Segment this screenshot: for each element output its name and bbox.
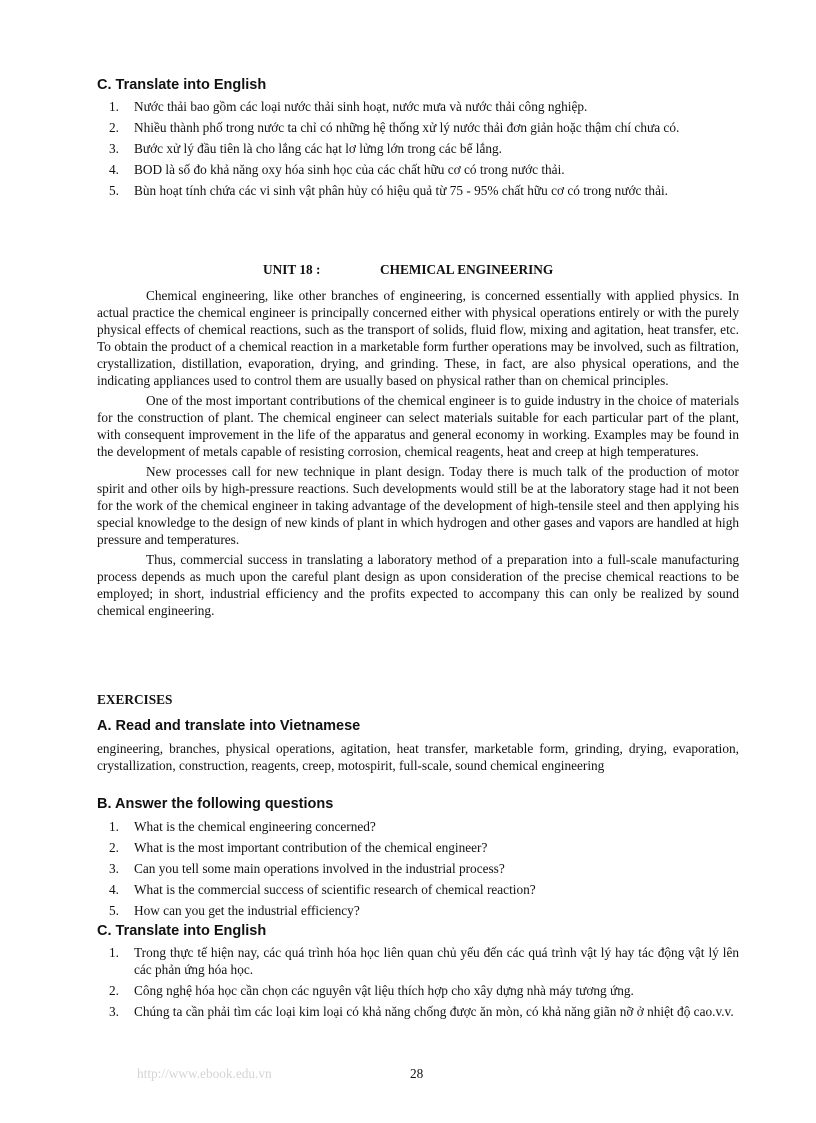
unit-label: UNIT 18 : bbox=[263, 262, 321, 277]
exercises-heading: EXERCISES bbox=[97, 692, 173, 707]
list-item: 3. Bước xử lý đầu tiên là cho lắng các hạt lơ lửng lớn trong các bể lắng. bbox=[109, 141, 503, 156]
section-c-list bbox=[97, 944, 739, 1024]
list-item: 5. How can you get the industrial efficiency? bbox=[109, 903, 360, 918]
list-item: 3. Chúng ta cần phải tìm các loại kim loại có khả năng chống được ăn mòn, có khả năng giãn nỡ ở nhiệt độ cao.v.v. bbox=[109, 1004, 734, 1019]
page-number: 28 bbox=[410, 1066, 424, 1081]
section-c-top-list bbox=[97, 98, 739, 203]
list-item: 2. What is the most important contribution of the chemical engineer? bbox=[109, 840, 488, 855]
vocabulary-list: engineering, branches, physical operations, agitation, heat transfer, marketable form, grinding, drying, evaporation, crystallization, construction, reagents, creep, motospirit, full-scale, sound chemical engineering bbox=[97, 741, 739, 773]
list-item: 2. Nhiều thành phố trong nước ta chỉ có những hệ thống xử lý nước thải đơn giản hoặc thậm chí chưa có. bbox=[109, 120, 680, 135]
list-item: 1. Trong thực tế hiện nay, các quá trình hóa học liên quan chủ yếu đến các quá trình vật lý hay tác động vật lý lên các phản ứng hóa học. bbox=[109, 945, 739, 977]
paragraph: One of the most important contributions of the chemical engineer is to guide industry in the choice of materials for the construction of plant. The chemical engineer can select materials suitable for each particular part of the plant, with consequent improvement in the life of the apparatus and general economy in working. Examples may be found in the development of metals capable of resisting corrosion, chemical reagents, heat and creep at high temperatures. bbox=[97, 393, 739, 459]
footer-url: http://www.ebook.edu.vn bbox=[137, 1066, 272, 1081]
list-item: 5. Bùn hoạt tính chứa các vi sinh vật phân hủy có hiệu quả từ 75 - 95% chất hữu cơ có trong nước thải. bbox=[109, 183, 669, 198]
section-b-list bbox=[97, 818, 739, 923]
unit-title: CHEMICAL ENGINEERING bbox=[380, 262, 554, 277]
section-b-heading: B. Answer the following questions bbox=[97, 796, 334, 812]
list-item: 1. What is the chemical engineering concerned? bbox=[109, 819, 376, 834]
paragraph: Chemical engineering, like other branches of engineering, is concerned essentially with applied physics. In actual practice the chemical engineer is principally concerned either with physical operations entirely or with the purely physical effects of chemical reactions, such as the transport of solids, fluid flow, mixing and agitation, heat transfer, etc. To obtain the product of a chemical reaction in a marketable form further operations may be involved, such as filtration, crystallization, distillation, evaporation, drying, and grinding. These, in fact, are also physical operations, and the indicating appliances used to control them are usually based on physical rather than on chemical principles. bbox=[97, 288, 739, 388]
list-item: 2. Công nghệ hóa học cần chọn các nguyên vật liệu thích hợp cho xây dựng nhà máy tương ứng. bbox=[109, 983, 634, 998]
section-c-heading: C. Translate into English bbox=[97, 923, 267, 939]
list-item: 4. What is the commercial success of scientific research of chemical reaction? bbox=[109, 882, 536, 897]
section-a-heading: A. Read and translate into Vietnamese bbox=[97, 718, 361, 734]
unit-body bbox=[97, 287, 739, 622]
section-c-top-heading: C. Translate into English bbox=[97, 77, 267, 93]
list-item: 4. BOD là số đo khả năng oxy hóa sinh học của các chất hữu cơ có trong nước thải. bbox=[109, 162, 565, 177]
paragraph: New processes call for new technique in plant design. Today there is much talk of the production of motor spirit and other oils by high-pressure reactions. Such developments would still be at the laboratory stage had it not been for the work of the chemical engineer in taking advantage of the development of high-tensile steel and then applying his special knowledge to the design of new kinds of plant in which hydrogen and other gases and vapors are handled at high pressure and temperatures. bbox=[97, 464, 739, 547]
paragraph: Thus, commercial success in translating a laboratory method of a preparation into a full-scale manufacturing process depends as much upon the careful plant design as upon consideration of the precise chemical reactions to be employed; in short, industrial efficiency and the profits expected to accompany this can only be realized by sound chemical engineering. bbox=[97, 552, 739, 618]
list-item: 3. Can you tell some main operations involved in the industrial process? bbox=[109, 861, 505, 876]
list-item: 1. Nước thải bao gồm các loại nước thải sinh hoạt, nước mưa và nước thải công nghiệp. bbox=[109, 99, 588, 114]
